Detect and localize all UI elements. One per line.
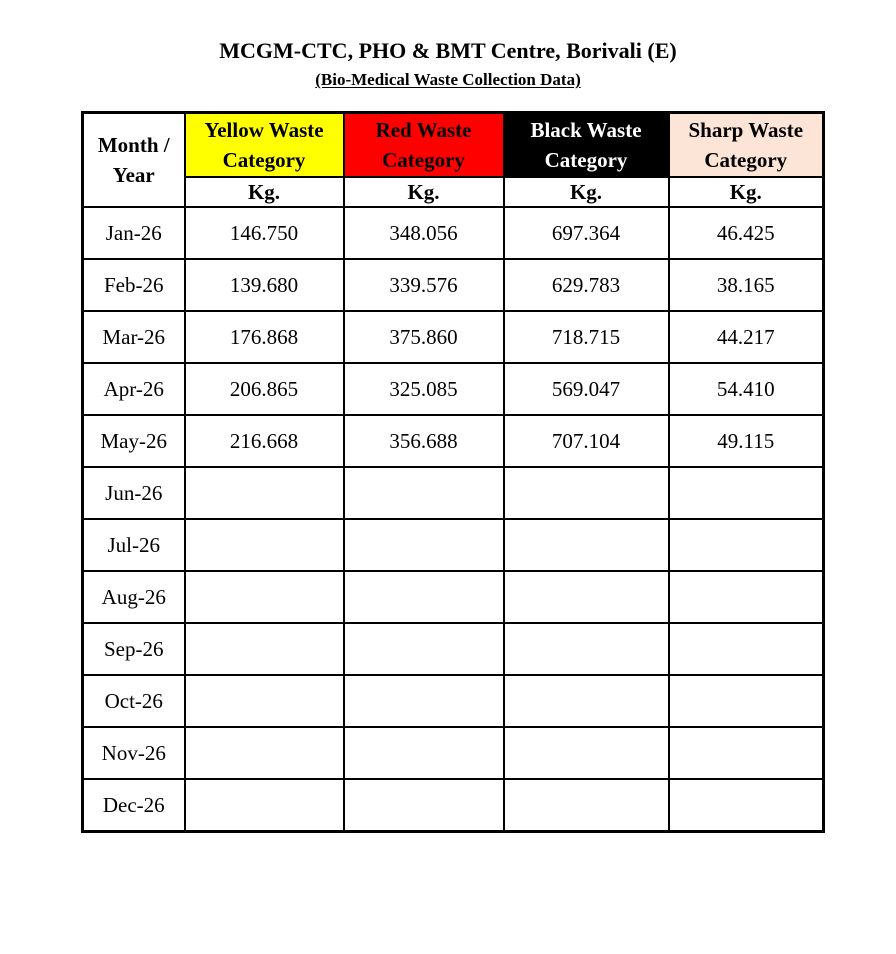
waste-collection-table (81, 111, 825, 833)
table-row (83, 207, 824, 259)
table-row (83, 623, 824, 675)
yellow-value (185, 779, 344, 832)
sharp-value (669, 571, 824, 623)
sharp-value (669, 623, 824, 675)
red-value: 339.576 (344, 259, 504, 311)
sharp-value (669, 727, 824, 779)
table-row (83, 675, 824, 727)
black-value (504, 675, 669, 727)
yellow-value: 176.868 (185, 311, 344, 363)
red-value (344, 779, 504, 832)
unit-header-row (83, 177, 824, 207)
red-value (344, 571, 504, 623)
table-row (83, 779, 824, 832)
black-header-line1: Black Waste (530, 118, 642, 142)
yellow-value: 146.750 (185, 207, 344, 259)
page-title: MCGM-CTC, PHO & BMT Centre, Borivali (E) (219, 38, 677, 63)
sharp-waste-header (669, 113, 824, 178)
sharp-unit: Kg. (669, 177, 824, 207)
month-cell: Apr-26 (83, 363, 185, 415)
red-value: 325.085 (344, 363, 504, 415)
table-row (83, 571, 824, 623)
month-cell: Oct-26 (83, 675, 185, 727)
black-waste-header (504, 113, 669, 178)
yellow-waste-header (185, 113, 344, 178)
red-header-line1: Red Waste (375, 118, 472, 142)
month-header-line1: Month / (97, 133, 170, 157)
page-subtitle (0, 69, 896, 91)
black-value: 707.104 (504, 415, 669, 467)
red-value: 348.056 (344, 207, 504, 259)
sharp-value (669, 519, 824, 571)
sharp-value (669, 779, 824, 832)
black-unit: Kg. (504, 177, 669, 207)
yellow-unit: Kg. (185, 177, 344, 207)
month-cell: Jun-26 (83, 467, 185, 519)
month-cell: Jan-26 (83, 207, 185, 259)
month-cell: Dec-26 (83, 779, 185, 832)
red-value (344, 519, 504, 571)
red-value: 375.860 (344, 311, 504, 363)
sharp-value (669, 675, 824, 727)
yellow-value (185, 571, 344, 623)
table-row (83, 519, 824, 571)
red-value (344, 623, 504, 675)
black-value: 697.364 (504, 207, 669, 259)
red-unit: Kg. (344, 177, 504, 207)
red-value: 356.688 (344, 415, 504, 467)
sharp-value: 49.115 (669, 415, 824, 467)
month-header-line2: Year (112, 163, 155, 187)
subtitle-text: (Bio-Medical Waste Collection Data) (315, 70, 581, 89)
black-value: 718.715 (504, 311, 669, 363)
table-row (83, 727, 824, 779)
yellow-value (185, 623, 344, 675)
month-cell: Jul-26 (83, 519, 185, 571)
black-header-line2: Category (544, 148, 628, 172)
category-header-row (83, 113, 824, 178)
black-value (504, 623, 669, 675)
red-header-line2: Category (382, 148, 465, 172)
red-value (344, 675, 504, 727)
yellow-value (185, 675, 344, 727)
black-value (504, 779, 669, 832)
yellow-header-line1: Yellow Waste (204, 118, 324, 142)
sharp-value (669, 467, 824, 519)
red-value (344, 467, 504, 519)
waste-table-container (81, 111, 825, 833)
black-value: 569.047 (504, 363, 669, 415)
sharp-value: 54.410 (669, 363, 824, 415)
table-row (83, 259, 824, 311)
month-year-header (83, 113, 185, 208)
black-value (504, 467, 669, 519)
sharp-header-line1: Sharp Waste (688, 118, 804, 142)
month-cell: Aug-26 (83, 571, 185, 623)
month-cell: Mar-26 (83, 311, 185, 363)
yellow-value (185, 727, 344, 779)
yellow-value (185, 467, 344, 519)
sharp-value: 38.165 (669, 259, 824, 311)
black-value (504, 727, 669, 779)
sharp-value: 46.425 (669, 207, 824, 259)
yellow-value: 216.668 (185, 415, 344, 467)
red-waste-header (344, 113, 504, 178)
yellow-value (185, 519, 344, 571)
yellow-header-line2: Category (222, 148, 306, 172)
yellow-value: 206.865 (185, 363, 344, 415)
black-value (504, 571, 669, 623)
red-value (344, 727, 504, 779)
yellow-value: 139.680 (185, 259, 344, 311)
table-row (83, 467, 824, 519)
table-row (83, 415, 824, 467)
table-row (83, 363, 824, 415)
black-value (504, 519, 669, 571)
month-cell: Nov-26 (83, 727, 185, 779)
black-value: 629.783 (504, 259, 669, 311)
month-cell: Sep-26 (83, 623, 185, 675)
month-cell: May-26 (83, 415, 185, 467)
month-cell: Feb-26 (83, 259, 185, 311)
sharp-header-line2: Category (704, 148, 788, 172)
sharp-value: 44.217 (669, 311, 824, 363)
table-row (83, 311, 824, 363)
